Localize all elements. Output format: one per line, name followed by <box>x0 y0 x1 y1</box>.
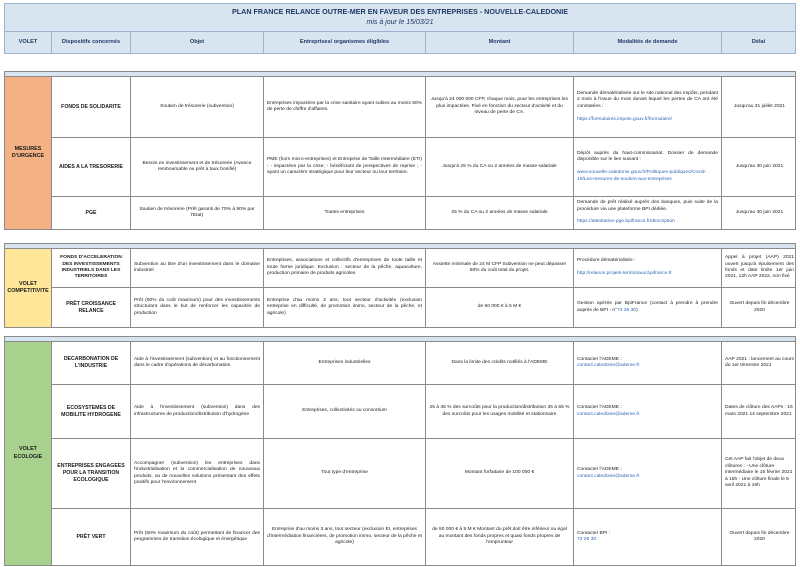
entreprises-cell: Entreprises impactées par la crise sanitaire ayant subies au moins 50% de perte de chiffre d'affaires. <box>264 77 426 137</box>
header-modalites: Modalités de demande <box>574 32 722 53</box>
table-row <box>52 196 795 229</box>
modalites-cell <box>574 77 722 137</box>
section-ecologie <box>4 336 796 566</box>
modalites-link[interactable]: https://formulaires.impots.gouv.fr/formulaire/ <box>577 116 673 122</box>
modalites-link[interactable]: https://attestation-pge.bpifrance.fr/description <box>577 219 675 225</box>
delai-cell: Jusqu'au 30 juin 2021 <box>735 163 784 169</box>
page-title: PLAN FRANCE RELANCE OUTRE-MER EN FAVEUR DES ENTREPRISES - NOUVELLE-CALEDONIE <box>231 7 569 16</box>
table-row <box>52 342 795 384</box>
dispositif-cell: PGE <box>52 197 131 229</box>
delai-cell: Appel à projet (AAP) 2021 ouvert jusqu'à épuisement des fonds et date limite 1er juin 2021, 12h AAP 2022, non fixé <box>725 255 794 280</box>
phone-link[interactable]: 72 26 30 <box>577 537 597 542</box>
objet-cell: Subvention au titre d'un investissement dans le domaine industriel <box>131 249 264 287</box>
modalites-text: Dépôt auprès du haut-commissariat. Dossier de demande disponible sur le lien suivant : <box>577 150 718 163</box>
email-link[interactable]: contact.caledonie@ademe.fr <box>577 473 640 479</box>
entreprises-cell: Entreprise d'au moins 3 ans, tout secteur (exclusion EI, entreprises d'intermédiation financières, de promotion immo, secteur de la pêche et agricole) <box>264 509 426 565</box>
montant-cell: Jusqu'à 25 % du CA ou 2 années de masse salariale <box>426 138 574 196</box>
table-row <box>52 384 795 438</box>
montant-cell: Jusqu'à 24 000 000 CFP, chaque mois, pour les entreprises les plus impactées. Fixé en fonction du secteur d'activité et du niveau de perte de CA. <box>426 77 574 137</box>
montant-cell: 25 % du CA ou 2 années de masse salariale <box>426 197 574 229</box>
volet-ecologie: VOLET ECOLOGIE <box>5 342 52 565</box>
phone-link[interactable]: 72 26 30 <box>617 307 637 313</box>
delai-cell: Jusqu'au 31 juillet 2021 <box>734 103 785 109</box>
delai-cell: Cet AAP fait l'objet de deux clôtures : - Une clôture intermédiaire le 15 février 2021 à 16h - Une clôture finale le 5 avril 2021 à 16h <box>725 457 793 489</box>
dispositif-cell: ENTREPRISES ENGAGEES POUR LA TRANSITION ECOLOGIQUE <box>52 439 131 508</box>
dispositif-cell: PRÊT CROISSANCE RELANCE <box>52 288 131 327</box>
header-volet: VOLET <box>5 32 52 53</box>
modalites-text: Contacter l'ADEME : <box>577 405 622 411</box>
table-row <box>52 249 795 287</box>
email-link[interactable]: contact.caledonie@ademe.fr <box>577 411 640 417</box>
table-row <box>52 508 795 565</box>
montant-cell: Montant forfaitaire de 100 000 € <box>426 439 574 508</box>
montant-cell: 25 à 45 % des surcoûts pour la production/distribution 35 à 55 % des surcoûts pour les usages mobilité et stationnaire <box>426 385 574 438</box>
delai-cell: Ouvert depuis fin décembre 2020 <box>729 530 790 542</box>
table-row <box>52 137 795 196</box>
delai-cell: Dates de clôture des AAPs : 16 mars 2021 14 septembre 2021 <box>725 405 793 417</box>
objet-cell: Soutien de trésorerie (Prêt garanti de 70% à 90% par l'Etat) <box>131 197 264 229</box>
modalites-text: Procédure dématérialisée : <box>577 258 636 264</box>
modalites-link[interactable]: www.nouvelle-caledonie.gouv.fr/Politiques-publiques/Covid-19/Les-mesures-de-soutien-aux-entreprises <box>577 170 707 182</box>
entreprises-cell: Tout type d'entreprise <box>264 439 426 508</box>
objet-cell: Prêt (50% du coût maximum) pour des investissements structurant dans le but de renforcer les capacités de production <box>131 288 264 327</box>
modalites-text: Demande de prêt réalisé auprès des banques, puis suite de la procédure via une plateforme BPI dédiée. <box>577 200 718 212</box>
montant-cell: de 50 000 € à 5 M € Montant du prêt doit être inférieur ou égal au montant des fonds propres et quasi fonds propres de l'emprunteur <box>426 509 574 565</box>
modalites-cell <box>574 509 722 565</box>
objet-cell: Prêt (50% maximum du coût) permettant de financer des programmes de transition écologique et énergétique <box>131 509 264 565</box>
section-competitivite <box>4 243 796 328</box>
header-dispositifs: Dispositifs concernés <box>52 32 131 53</box>
entreprises-cell: Toutes entreprises <box>264 197 426 229</box>
dispositif-cell: ECOSYSTEMES DE MOBILITE HYDROGENE <box>52 385 131 438</box>
volet-competitivite: VOLET COMPETITIVITE <box>5 249 52 327</box>
modalites-text: Contacter l'ADEME : <box>577 467 622 473</box>
dispositif-cell: PRÊT VERT <box>52 509 131 565</box>
dispositif-cell: DECARBONATION DE L'INDUSTRIE <box>52 342 131 384</box>
table-row <box>52 287 795 327</box>
delai-cell: Jusqu'au 30 juin 2021 <box>735 209 784 215</box>
modalites-cell <box>574 138 722 196</box>
objet-cell: Besoin en investissement et de trésorerie (Avance remboursable ou prêt à taux bonifié) <box>131 138 264 196</box>
title-banner <box>4 3 796 32</box>
modalites-text: Demande dématérialisée sur le site national des impôts, pendant 2 mois à l'issue du mois durant lequel les pertes de CA ont été constatées : <box>577 90 718 109</box>
modalites-cell <box>574 439 722 508</box>
entreprises-cell: PME (hors micro-entreprises) et Entreprise de Taille Intermédiaire (ETI) : - impactées par la crise; - bénéficiant de perspectives de reprise ; - ayant un caractère stratégique pour leur secteur ou leur territoire. <box>264 138 426 196</box>
header-montant: Montant <box>426 32 574 53</box>
entreprises-cell: Entreprises, associations et collectifs d'entreprises de toute taille et toute forme juridique. Exclusion : secteur de la pêche, aquaculture, production primaire de produits agricoles <box>264 249 426 287</box>
dispositif-cell: FONDS D'ACCELERATION DES INVESTISSEMENTS INDUSTRIELS DANS LES TERRITOIRES <box>52 249 131 287</box>
dispositif-cell: AIDES A LA TRESORERIE <box>52 138 131 196</box>
table-row <box>52 77 795 137</box>
objet-cell: Aide à l'investissement (subvention) dans des infrastructures de production/distribution d'hydrogène <box>131 385 264 438</box>
delai-cell: Ouvert depuis fin décembre 2020 <box>729 301 790 313</box>
modalites-cell <box>574 249 722 287</box>
header-objet: Objet <box>131 32 264 53</box>
montant-cell: de 50 000 € à 5 M € <box>426 288 574 327</box>
table-header <box>4 32 796 54</box>
table-row <box>52 438 795 508</box>
modalites-cell <box>574 197 722 229</box>
montant-cell: Assiette minimale de 24 M CFP Subvention ne peut dépasser 50% du coût total du projet. <box>426 249 574 287</box>
objet-cell: Accompagner (subvention) les entreprises dans l'industrialisation et la commercialisation de nouveaux produits, ou de nouvelles solutions présentant des effets positifs pour l'environnement <box>131 439 264 508</box>
modalites-cell <box>574 288 722 327</box>
entreprises-cell: Entreprise d'au moins 3 ans, tout secteur d'activités (exclusion entreprise en difficulté, de promotion immo, secteur de la pêche, et agricole) <box>264 288 426 327</box>
montant-cell: Dans la limite des crédits notifiés à l'ADEME <box>426 342 574 384</box>
modalites-after: ) <box>636 307 638 313</box>
email-link[interactable]: contact.caledonie@ademe.fr <box>577 363 640 368</box>
volet-urgence: MESURES D'URGENCE <box>5 77 52 229</box>
modalites-link[interactable]: http://relance.projets-territoriaux.bpifrance.fr <box>577 271 672 277</box>
modalites-text: Gestion opérée par BpiFrance (contact à prendre à prendre auprès de BPI - n° <box>577 301 718 313</box>
update-date: mis à jour le 15/03/21 <box>366 19 434 26</box>
modalites-text: Contacter BPI : <box>577 530 611 536</box>
objet-cell: Aide à l'investissement (subvention) et au fonctionnement dans le cadre d'opérations de décarbonation <box>131 342 264 384</box>
section-urgence <box>4 71 796 230</box>
header-delai: Délai <box>751 39 766 45</box>
delai-cell: AAP 2021 : lancement au cours du 1er trimestre 2021 <box>725 356 794 368</box>
header-entreprises: Entreprises/ organismes éligibles <box>264 32 426 53</box>
modalites-text: Contacter l'ADEME : <box>577 356 622 362</box>
entreprises-cell: Entreprises, collectivités ou consortium <box>264 385 426 438</box>
modalites-cell <box>574 385 722 438</box>
objet-cell: Soutien de trésorerie (subvention) <box>131 77 264 137</box>
entreprises-cell: Entreprises industrielles <box>264 342 426 384</box>
modalites-cell <box>574 342 722 384</box>
dispositif-cell: FONDS DE SOLIDARITE <box>52 77 131 137</box>
